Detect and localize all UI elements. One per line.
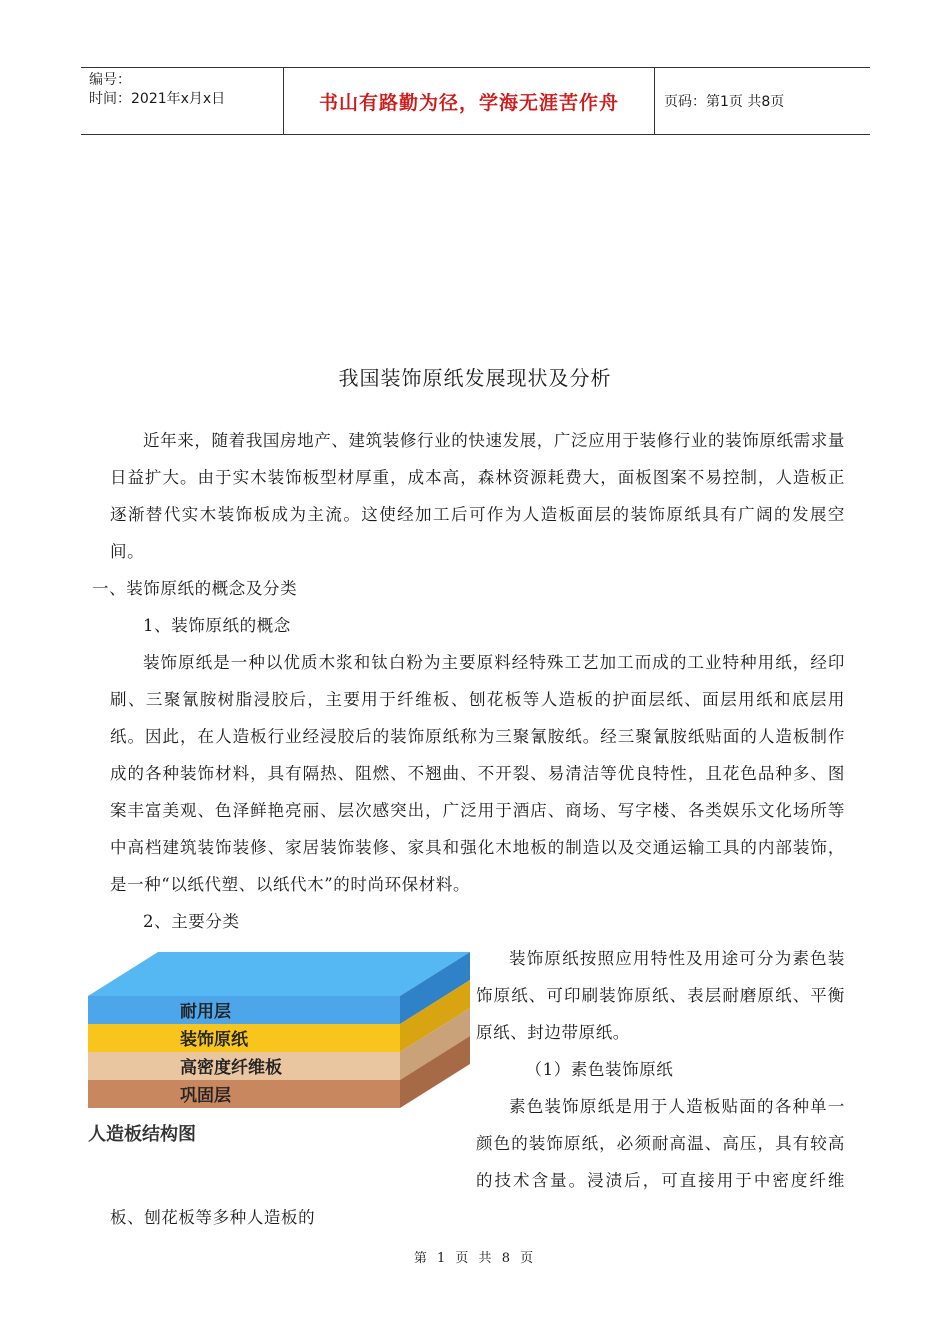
layer-front-4: [88, 1080, 400, 1108]
layer-front-1: [88, 996, 400, 1024]
panel-structure-figure: [88, 944, 470, 1172]
document-body: [88, 422, 845, 1236]
figure-caption: 人造板结构图: [88, 1124, 196, 1145]
layer-label-2: 装饰原纸: [180, 1030, 248, 1050]
paragraph-plain-paper: 素色装饰原纸是用于人造板贴面的各种单一颜色的装饰原纸，必须耐高温、高压，具有较高的技术含量。浸渍后，可直接用于中密度纤维板、刨花板等多种人造板的: [110, 1097, 845, 1227]
subheading-classification: 2、主要分类: [143, 912, 240, 931]
paragraph-concept: 装饰原纸是一种以优质木浆和钛白粉为主要原料经特殊工艺加工而成的工业特种用纸，经印刷、三聚氰胺树脂浸胶后，主要用于纤维板、刨花板等人造板的护面层纸、面层用纸和底层用纸。因此，在人造板行业经浸胶后的装饰原纸称为三聚氰胺纸。经三聚氰胺纸贴面的人造板制作成的各种装饰材料，具有隔热、阻燃、不翘曲、不开裂、易清洁等优良特性，且花色品种多、图案丰富美观、色泽鲜艳亮丽、层次感突出，广泛用于酒店、商场、写字楼、各类娱乐文化场所等中高档建筑装饰装修、家居装饰装修、家具和强化木地板的制造以及交通运输工具的内部装饰，是一种“以纸代塑、以纸代木”的时尚环保材料。: [110, 653, 845, 894]
layer-label-3: 高密度纤维板: [180, 1058, 282, 1078]
header-motto: 书山有路勤为径，学海无涯苦作舟: [283, 68, 655, 134]
subheading-concept: 1、装饰原纸的概念: [143, 616, 291, 635]
document-title: 我国装饰原纸发展现状及分析: [338, 366, 612, 390]
page-header: [81, 67, 870, 135]
document-time-label: 时间：2021年x月x日: [89, 91, 226, 107]
paragraph-intro: 近年来，随着我国房地产、建筑装修行业的快速发展，广泛应用于装修行业的装饰原纸需求量日益扩大。由于实木装饰板型材厚重，成本高，森林资源耗费大，面板图案不易控制，人造板正逐渐替代实木装饰板成为主流。这使经加工后可作为人造板面层的装饰原纸具有广阔的发展空间。: [110, 431, 845, 561]
document-number-label: 编号：: [89, 72, 131, 88]
page-footer: 第 1 页 共 8 页: [413, 1251, 537, 1266]
panel-structure-diagram: [88, 944, 470, 1120]
layer-label-1: 耐用层: [180, 1002, 231, 1022]
layer-label-4: 巩固层: [180, 1086, 231, 1106]
section-heading-1: 一、装饰原纸的概念及分类: [92, 579, 298, 598]
subheading-plain-paper: （1）素色装饰原纸: [525, 1060, 674, 1079]
header-meta: [81, 68, 283, 134]
header-page-info: 页码：第1页 共8页: [664, 94, 785, 110]
paragraph-classification: 装饰原纸按照应用特性及用途可分为素色装饰原纸、可印刷装饰原纸、表层耐磨原纸、平衡原纸、封边带原纸。: [476, 949, 845, 1042]
